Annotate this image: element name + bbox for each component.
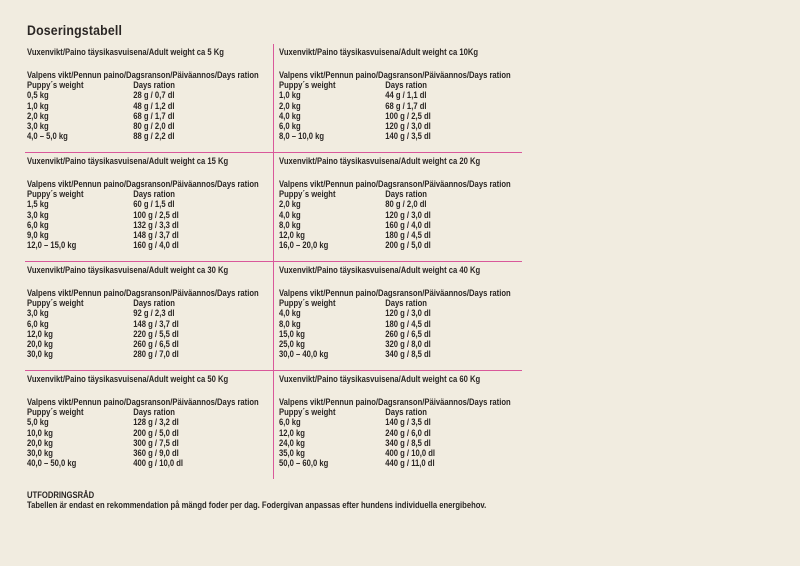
table-row (27, 438, 236, 448)
ration-column-header: Dagsranson/Päiväannos/Days ration (126, 288, 259, 298)
feeding-advice-text: Tabellen är endast en rekommendation på mängd foder per dag. Fodergivan anpassas efter hundens individuella energibehov. (27, 500, 487, 510)
ration-column-header: Days ration (133, 80, 175, 91)
daily-ration-cell: 44 g / 1,1 dl (385, 90, 427, 101)
puppy-weight-cell: 8,0 – 10,0 kg (279, 131, 325, 142)
puppy-weight-cell: 1,0 kg (279, 90, 301, 101)
table-row (27, 230, 236, 240)
daily-ration-cell: 120 g / 3,0 dl (385, 209, 431, 220)
table-row (27, 428, 236, 438)
column-header-row (27, 70, 259, 80)
column-header-row (279, 70, 511, 80)
column-header-row (27, 80, 236, 90)
table-row (279, 90, 485, 100)
daily-ration-cell: 120 g / 3,0 dl (385, 308, 431, 319)
daily-ration-cell: 200 g / 5,0 dl (133, 427, 179, 438)
puppy-weight-cell: 24,0 kg (279, 437, 305, 448)
daily-ration-cell: 160 g / 4,0 dl (385, 219, 431, 230)
ration-column-header: Dagsranson/Päiväannos/Days ration (126, 70, 259, 80)
ration-column-header: Days ration (133, 407, 175, 418)
table-row (279, 319, 485, 329)
puppy-weight-cell: 2,0 kg (27, 110, 49, 121)
puppy-weight-cell: 8,0 kg (279, 219, 301, 230)
puppy-weight-cell: 50,0 – 60,0 kg (279, 458, 329, 469)
daily-ration-cell: 360 g / 9,0 dl (133, 447, 179, 458)
daily-ration-cell: 240 g / 6,0 dl (385, 427, 431, 438)
daily-ration-cell: 128 g / 3,2 dl (133, 417, 179, 428)
puppy-weight-cell: 3,0 kg (27, 209, 49, 220)
table-row (279, 448, 485, 458)
dosing-table (273, 44, 521, 152)
table-row (27, 417, 236, 427)
ration-column-header: Dagsranson/Päiväannos/Days ration (126, 179, 259, 189)
ration-column-header: Days ration (385, 407, 427, 418)
weight-column-header: Puppy´s weight (279, 298, 336, 309)
puppy-weight-cell: 4,0 kg (279, 209, 301, 220)
table-row (279, 199, 485, 209)
daily-ration-cell: 180 g / 4,5 dl (385, 318, 431, 329)
dosing-table-heading: Vuxenvikt/Paino täysikasvuisena/Adult weight ca 20 Kg (279, 156, 481, 166)
feeding-advice (27, 490, 486, 510)
dosing-table-heading: Vuxenvikt/Paino täysikasvuisena/Adult weight ca 60 Kg (279, 374, 481, 384)
table-row (27, 339, 236, 349)
daily-ration-cell: 88 g / 2,2 dl (133, 131, 175, 142)
table-row (279, 428, 485, 438)
column-header-row (27, 397, 259, 407)
ration-column-header: Dagsranson/Päiväannos/Days ration (378, 70, 511, 80)
puppy-weight-cell: 6,0 kg (279, 417, 301, 428)
table-row (279, 240, 485, 250)
table-row (279, 339, 485, 349)
puppy-weight-cell: 15,0 kg (279, 328, 305, 339)
ration-column-header: Dagsranson/Päiväannos/Days ration (378, 288, 511, 298)
puppy-weight-cell: 30,0 – 40,0 kg (279, 349, 329, 360)
daily-ration-cell: 340 g / 8,5 dl (385, 349, 431, 360)
daily-ration-cell: 28 g / 0,7 dl (133, 90, 175, 101)
weight-column-header: Puppy´s weight (279, 80, 336, 91)
puppy-weight-cell: 6,0 kg (27, 219, 49, 230)
column-header-row (279, 80, 485, 90)
daily-ration-cell: 220 g / 5,5 dl (133, 328, 179, 339)
column-header-row (27, 288, 259, 298)
dosing-table-heading: Vuxenvikt/Paino täysikasvuisena/Adult weight ca 10Kg (279, 47, 479, 57)
puppy-weight-cell: 6,0 kg (279, 120, 301, 131)
dosing-table (273, 262, 521, 370)
dosing-table (25, 371, 273, 479)
puppy-weight-cell: 2,0 kg (279, 199, 301, 210)
column-header-row (279, 179, 511, 189)
daily-ration-cell: 260 g / 6,5 dl (133, 338, 179, 349)
daily-ration-cell: 80 g / 2,0 dl (133, 120, 175, 131)
table-row (279, 417, 485, 427)
daily-ration-cell: 200 g / 5,0 dl (385, 240, 431, 251)
weight-column-header: Valpens vikt/Pennun paino/ (27, 288, 127, 298)
daily-ration-cell: 280 g / 7,0 dl (133, 349, 179, 360)
puppy-weight-cell: 25,0 kg (279, 338, 305, 349)
puppy-weight-cell: 4,0 – 5,0 kg (27, 131, 68, 142)
puppy-weight-cell: 16,0 – 20,0 kg (279, 240, 329, 251)
table-row (279, 438, 485, 448)
weight-column-header: Puppy´s weight (27, 407, 84, 418)
table-row-block (25, 261, 522, 370)
table-row (279, 349, 485, 359)
weight-column-header: Puppy´s weight (27, 189, 84, 200)
table-row (27, 90, 236, 100)
puppy-weight-cell: 5,0 kg (27, 417, 49, 428)
table-row (279, 101, 485, 111)
puppy-weight-cell: 3,0 kg (27, 308, 49, 319)
puppy-weight-cell: 12,0 kg (279, 229, 305, 240)
weight-column-header: Puppy´s weight (279, 407, 336, 418)
ration-column-header: Dagsranson/Päiväannos/Days ration (126, 397, 259, 407)
daily-ration-cell: 120 g / 3,0 dl (385, 120, 431, 131)
table-row (279, 329, 485, 339)
dosing-table (25, 262, 273, 370)
weight-column-header: Valpens vikt/Pennun paino/ (279, 288, 379, 298)
ration-column-header: Dagsranson/Päiväannos/Days ration (378, 179, 511, 189)
puppy-weight-cell: 20,0 kg (27, 437, 53, 448)
daily-ration-cell: 148 g / 3,7 dl (133, 229, 179, 240)
daily-ration-cell: 160 g / 4,0 dl (133, 240, 179, 251)
weight-column-header: Puppy´s weight (279, 189, 336, 200)
table-row (279, 220, 485, 230)
daily-ration-cell: 340 g / 8,5 dl (385, 437, 431, 448)
daily-ration-cell: 68 g / 1,7 dl (385, 100, 427, 111)
table-row (279, 210, 485, 220)
daily-ration-cell: 100 g / 2,5 dl (133, 209, 179, 220)
weight-column-header: Puppy´s weight (27, 298, 84, 309)
table-row (27, 101, 236, 111)
dosing-table-heading: Vuxenvikt/Paino täysikasvuisena/Adult weight ca 30 Kg (27, 265, 229, 275)
table-row (27, 210, 236, 220)
weight-column-header: Valpens vikt/Pennun paino/ (279, 179, 379, 189)
dosing-table (273, 153, 521, 261)
dosing-table (25, 44, 273, 152)
daily-ration-cell: 320 g / 8,0 dl (385, 338, 431, 349)
puppy-weight-cell: 12,0 kg (27, 328, 53, 339)
column-header-row (279, 298, 485, 308)
puppy-weight-cell: 8,0 kg (279, 318, 301, 329)
daily-ration-cell: 180 g / 4,5 dl (385, 229, 431, 240)
daily-ration-cell: 148 g / 3,7 dl (133, 318, 179, 329)
table-row (279, 131, 485, 141)
puppy-weight-cell: 40,0 – 50,0 kg (27, 458, 77, 469)
column-header-row (27, 298, 236, 308)
daily-ration-cell: 440 g / 11,0 dl (385, 458, 435, 469)
ration-column-header: Days ration (385, 80, 427, 91)
daily-ration-cell: 92 g / 2,3 dl (133, 308, 175, 319)
weight-column-header: Puppy´s weight (27, 80, 84, 91)
column-header-row (27, 189, 236, 199)
daily-ration-cell: 300 g / 7,5 dl (133, 437, 179, 448)
column-header-row (279, 407, 485, 417)
column-header-row (279, 288, 511, 298)
weight-column-header: Valpens vikt/Pennun paino/ (27, 70, 127, 80)
table-row (27, 319, 236, 329)
puppy-weight-cell: 30,0 kg (27, 447, 53, 458)
table-row (279, 111, 485, 121)
table-row (27, 308, 236, 318)
weight-column-header: Valpens vikt/Pennun paino/ (279, 397, 379, 407)
table-row (27, 199, 236, 209)
puppy-weight-cell: 3,0 kg (27, 120, 49, 131)
puppy-weight-cell: 1,5 kg (27, 199, 49, 210)
dosing-table-heading: Vuxenvikt/Paino täysikasvuisena/Adult weight ca 40 Kg (279, 265, 481, 275)
daily-ration-cell: 100 g / 2,5 dl (385, 110, 431, 121)
puppy-weight-cell: 35,0 kg (279, 447, 305, 458)
table-row (27, 329, 236, 339)
table-row (279, 458, 485, 468)
daily-ration-cell: 400 g / 10,0 dl (385, 447, 436, 458)
puppy-weight-cell: 12,0 kg (279, 427, 305, 438)
ration-column-header: Days ration (385, 298, 427, 309)
column-header-row (27, 407, 236, 417)
ration-column-header: Dagsranson/Päiväannos/Days ration (378, 397, 511, 407)
feeding-advice-heading: UTFODRINGSRÅD (27, 490, 95, 500)
table-row (27, 458, 236, 468)
puppy-weight-cell: 4,0 kg (279, 308, 301, 319)
puppy-weight-cell: 4,0 kg (279, 110, 301, 121)
table-row (27, 349, 236, 359)
puppy-weight-cell: 9,0 kg (27, 229, 49, 240)
table-row (27, 448, 236, 458)
dosing-grid (25, 44, 522, 479)
dosing-table-heading: Vuxenvikt/Paino täysikasvuisena/Adult weight ca 50 Kg (27, 374, 229, 384)
daily-ration-cell: 68 g / 1,7 dl (133, 110, 175, 121)
weight-column-header: Valpens vikt/Pennun paino/ (27, 397, 127, 407)
table-row (27, 240, 236, 250)
daily-ration-cell: 140 g / 3,5 dl (385, 131, 431, 142)
puppy-weight-cell: 20,0 kg (27, 338, 53, 349)
daily-ration-cell: 140 g / 3,5 dl (385, 417, 431, 428)
table-row-block (25, 370, 522, 479)
dosing-table-heading: Vuxenvikt/Paino täysikasvuisena/Adult weight ca 5 Kg (27, 47, 224, 57)
table-row (27, 121, 236, 131)
ration-column-header: Days ration (133, 189, 175, 200)
daily-ration-cell: 48 g / 1,2 dl (133, 100, 175, 111)
column-header-row (279, 189, 485, 199)
table-row (27, 111, 236, 121)
dosing-table (273, 371, 521, 479)
puppy-weight-cell: 6,0 kg (27, 318, 49, 329)
puppy-weight-cell: 30,0 kg (27, 349, 53, 360)
ration-column-header: Days ration (133, 298, 175, 309)
dosing-table-heading: Vuxenvikt/Paino täysikasvuisena/Adult weight ca 15 Kg (27, 156, 229, 166)
table-row (27, 131, 236, 141)
daily-ration-cell: 132 g / 3,3 dl (133, 219, 179, 230)
daily-ration-cell: 80 g / 2,0 dl (385, 199, 427, 210)
table-row (27, 220, 236, 230)
puppy-weight-cell: 0,5 kg (27, 90, 49, 101)
ration-column-header: Days ration (385, 189, 427, 200)
puppy-weight-cell: 10,0 kg (27, 427, 53, 438)
page-title: Doseringstabell (27, 22, 123, 38)
table-row-block (25, 44, 522, 152)
puppy-weight-cell: 1,0 kg (27, 100, 49, 111)
puppy-weight-cell: 12,0 – 15,0 kg (27, 240, 77, 251)
column-header-row (279, 397, 511, 407)
table-row (279, 230, 485, 240)
table-row (279, 308, 485, 318)
weight-column-header: Valpens vikt/Pennun paino/ (27, 179, 127, 189)
dosing-table (25, 153, 273, 261)
table-row-block (25, 152, 522, 261)
daily-ration-cell: 400 g / 10,0 dl (133, 458, 184, 469)
weight-column-header: Valpens vikt/Pennun paino/ (279, 70, 379, 80)
table-row (279, 121, 485, 131)
puppy-weight-cell: 2,0 kg (279, 100, 301, 111)
daily-ration-cell: 60 g / 1,5 dl (133, 199, 175, 210)
daily-ration-cell: 260 g / 6,5 dl (385, 328, 431, 339)
column-header-row (27, 179, 259, 189)
